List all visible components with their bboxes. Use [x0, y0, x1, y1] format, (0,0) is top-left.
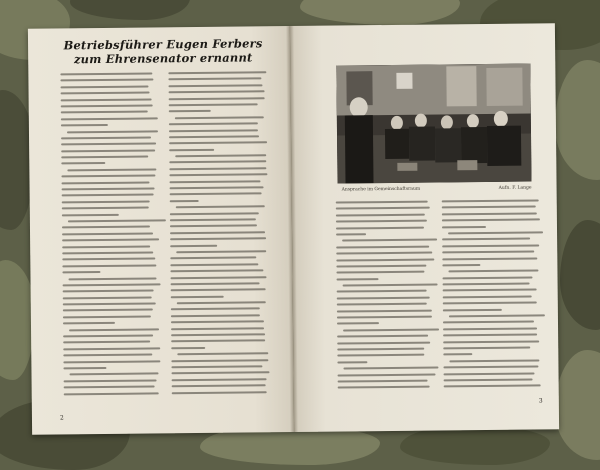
body-text-line — [69, 373, 158, 376]
left-page — [28, 26, 294, 435]
body-text-line — [448, 270, 538, 273]
body-text-line — [442, 264, 480, 266]
body-text-line — [170, 200, 199, 202]
body-text-line — [170, 269, 263, 272]
body-text-line — [443, 295, 532, 298]
body-text-line — [170, 186, 264, 189]
body-text-line — [170, 263, 258, 266]
body-text-line — [338, 386, 430, 389]
body-text-line — [67, 130, 158, 133]
body-text-line — [169, 122, 258, 125]
body-text-line — [337, 323, 379, 325]
article-body-column-right — [442, 199, 542, 392]
heading-line-1: Betriebsführer Eugen Ferbers — [63, 36, 263, 53]
body-text-line — [61, 136, 151, 139]
body-text-line — [172, 391, 267, 394]
body-text-line — [442, 257, 537, 260]
body-text-line — [443, 327, 537, 330]
body-text-line — [336, 265, 426, 268]
body-text-line — [61, 124, 108, 126]
body-text-line — [442, 238, 530, 241]
body-text-line — [171, 365, 262, 368]
body-text-line — [63, 354, 152, 357]
magazine-spread — [28, 23, 559, 434]
body-text-line — [337, 296, 430, 299]
body-text-line — [171, 340, 265, 343]
body-text-line — [342, 284, 437, 287]
body-text-line — [169, 161, 266, 164]
heading-line-2: zum Ehrensenator ernannt — [73, 50, 253, 67]
group-photo-image — [336, 64, 531, 184]
body-text-line — [170, 212, 259, 215]
article-heading — [58, 36, 268, 66]
body-text-line — [61, 143, 156, 146]
body-text-line — [169, 135, 259, 138]
body-text-line — [337, 361, 367, 363]
body-text-line — [170, 244, 217, 246]
body-text-line — [443, 334, 537, 337]
body-text-line — [168, 84, 262, 87]
body-text-line — [68, 219, 166, 222]
body-text-line — [168, 71, 266, 74]
body-text-line — [337, 354, 424, 357]
body-text-line — [63, 347, 160, 350]
body-text-line — [69, 328, 159, 331]
body-text-line — [61, 181, 149, 184]
body-text-line — [169, 97, 265, 100]
body-text-line — [62, 200, 150, 203]
body-text-line — [61, 104, 153, 107]
body-text-line — [336, 213, 425, 216]
body-text-line — [171, 327, 264, 330]
body-text-line — [337, 348, 424, 351]
body-text-line — [171, 321, 264, 324]
body-text-line — [177, 301, 266, 304]
body-text-line — [171, 333, 265, 336]
body-text-line — [171, 295, 224, 298]
body-text-line — [443, 308, 502, 311]
body-text-line — [171, 347, 205, 349]
body-text-line — [63, 290, 154, 293]
body-text-line — [168, 78, 261, 81]
body-text-line — [175, 154, 266, 157]
body-text-line — [63, 334, 153, 337]
body-text-line — [443, 366, 538, 369]
body-text-line — [442, 219, 540, 222]
body-text-line — [62, 251, 153, 254]
body-text-line — [170, 193, 262, 196]
article-body-column-left — [336, 201, 436, 394]
article-body-column-left — [60, 72, 161, 399]
body-text-line — [336, 245, 429, 248]
body-text-line — [444, 385, 541, 388]
group-photo — [336, 64, 531, 184]
body-text-line — [169, 103, 258, 106]
body-text-line — [443, 276, 533, 279]
body-text-line — [443, 347, 530, 350]
body-text-line — [61, 111, 148, 114]
body-text-line — [443, 283, 530, 286]
body-text-line — [443, 354, 472, 356]
body-text-line — [171, 282, 260, 285]
body-text-line — [62, 187, 155, 190]
body-text-line — [170, 237, 267, 240]
body-text-line — [62, 264, 156, 267]
body-text-line — [63, 360, 160, 363]
body-text-line — [336, 233, 366, 235]
body-text-line — [337, 335, 428, 338]
body-text-line — [61, 98, 152, 101]
body-text-line — [442, 199, 539, 202]
body-text-line — [338, 373, 436, 376]
body-text-line — [64, 386, 155, 389]
body-text-line — [336, 220, 427, 223]
body-text-line — [61, 92, 150, 95]
body-text-line — [172, 384, 266, 387]
body-text-line — [60, 72, 152, 75]
body-text-line — [170, 276, 266, 279]
body-text-line — [342, 239, 437, 242]
body-text-line — [64, 392, 159, 395]
body-text-line — [61, 175, 155, 178]
body-text-line — [170, 225, 257, 228]
body-text-line — [169, 149, 214, 151]
body-text-line — [169, 180, 260, 183]
body-text-line — [442, 206, 536, 209]
body-text-line — [63, 341, 150, 344]
body-text-line — [63, 303, 156, 306]
body-text-line — [444, 378, 533, 381]
body-text-line — [171, 289, 266, 292]
body-text-line — [169, 174, 267, 177]
body-text-line — [60, 85, 148, 88]
body-text-line — [449, 359, 539, 362]
body-text-line — [442, 212, 537, 215]
body-text-line — [176, 206, 265, 209]
body-text-line — [336, 207, 430, 210]
body-text-line — [336, 201, 428, 204]
body-text-line — [343, 367, 439, 370]
body-text-line — [63, 309, 153, 312]
body-text-line — [62, 271, 100, 273]
right-page — [290, 23, 559, 432]
body-text-line — [62, 213, 119, 216]
body-text-line — [171, 359, 268, 362]
photo-caption: Ansprache im Gemeinschaftsraum — [341, 186, 421, 193]
body-text-line — [336, 226, 424, 229]
body-text-line — [442, 244, 539, 247]
body-text-line — [171, 372, 269, 375]
body-text-line — [336, 252, 432, 255]
body-text-line — [169, 90, 265, 93]
page-number-left: 2 — [59, 414, 64, 422]
body-text-line — [169, 110, 211, 112]
body-text-line — [171, 314, 260, 317]
body-text-line — [336, 258, 434, 261]
body-text-line — [170, 218, 256, 221]
body-text-line — [443, 340, 539, 343]
body-text-line — [443, 302, 537, 305]
body-text-line — [337, 278, 379, 280]
body-text-line — [61, 117, 158, 120]
body-text-line — [62, 226, 150, 229]
body-text-line — [177, 352, 268, 355]
body-text-line — [61, 149, 155, 152]
article-body-column-right — [168, 71, 269, 398]
body-text-line — [62, 194, 154, 197]
body-text-line — [63, 367, 106, 369]
body-text-line — [63, 283, 161, 286]
body-text-line — [169, 167, 266, 170]
body-text-line — [172, 378, 267, 381]
body-text-line — [62, 232, 153, 235]
body-text-line — [170, 231, 265, 234]
body-text-line — [175, 116, 264, 119]
body-text-line — [449, 314, 545, 317]
body-text-line — [337, 341, 430, 344]
body-text-line — [63, 296, 152, 299]
body-text-line — [337, 303, 427, 306]
photo-credit: Aufn. F. Lange — [498, 185, 532, 191]
body-text-line — [176, 250, 267, 253]
body-text-line — [442, 251, 534, 254]
body-text-line — [442, 226, 486, 228]
body-text-line — [62, 258, 155, 261]
body-text-line — [62, 239, 159, 242]
body-text-line — [337, 316, 432, 319]
photo-caption-row — [342, 186, 532, 193]
body-text-line — [343, 328, 439, 331]
body-text-line — [169, 129, 258, 132]
body-text-line — [62, 245, 150, 248]
body-text-line — [63, 315, 151, 318]
body-text-line — [61, 162, 105, 164]
body-text-line — [68, 277, 156, 280]
body-text-line — [170, 257, 256, 260]
body-text-line — [444, 372, 535, 375]
body-text-line — [60, 79, 153, 82]
body-text-line — [67, 168, 156, 171]
body-text-line — [61, 156, 148, 159]
body-text-line — [443, 321, 534, 324]
body-text-line — [64, 379, 157, 382]
body-text-line — [336, 271, 424, 274]
body-text-line — [62, 207, 149, 210]
body-text-line — [169, 142, 267, 145]
body-text-line — [337, 290, 427, 293]
body-text-line — [448, 231, 543, 234]
body-text-line — [337, 309, 432, 312]
body-text-line — [171, 308, 260, 311]
body-text-line — [443, 289, 537, 292]
body-text-line — [63, 322, 115, 325]
page-number-right: 3 — [538, 397, 543, 405]
body-text-line — [338, 380, 428, 383]
